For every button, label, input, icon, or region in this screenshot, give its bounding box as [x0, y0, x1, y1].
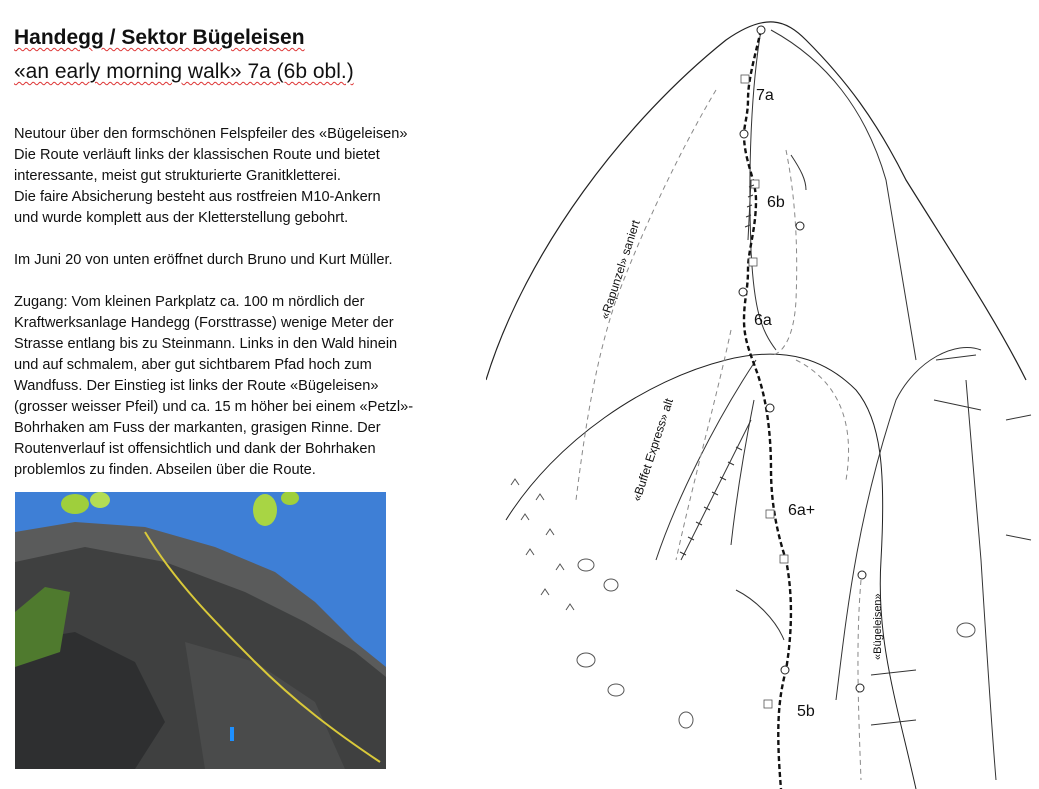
- topo-buttress-outline: [506, 354, 916, 789]
- route-photo-image: [15, 492, 386, 769]
- topo-right-edge: [966, 380, 996, 780]
- boulder: [578, 559, 594, 571]
- topo-grade-labels: [754, 87, 815, 720]
- bolt-marker: [766, 510, 774, 518]
- belay-station: [766, 404, 774, 412]
- route-topo-sketch: [486, 0, 1039, 789]
- topo-variant-line: [796, 360, 849, 480]
- grade-label: 5b: [797, 703, 815, 720]
- description-paragraph-first-ascent: Im Juni 20 von unten eröffnet durch Bruno und Kurt Müller.: [14, 252, 393, 268]
- belay-station: [757, 26, 765, 34]
- boulder: [604, 579, 618, 591]
- grade-label: 6a: [754, 312, 772, 329]
- description-paragraph-route: Neutour über den formschönen Felspfeiler des «Bügeleisen» Die Route verläuft links der klassischen Route und bietet interessante, meist gut strukturierte Granitkletterei. Die faire Absicherung besteht aus rostfreien M10-Ankern und wurde komplett aus der Kletterstellung gebohrt.: [14, 126, 408, 226]
- page-title: [14, 26, 305, 50]
- mid-hatch: [736, 590, 784, 640]
- description-paragraph-access: Zugang: Vom kleinen Parkplatz ca. 100 m nördlich der Kraftwerksanlage Handegg (Forsttrasse) wenige Meter der Strasse entlang bis zu Steinmann. Links in den Wald hinein und auf schmalem, aber gut sichtbarem Pfad hoch zum Wandfuss. Der Einstieg ist links der Route «Bügeleisen» (grosser weisser Pfeil) und ca. 15 m höher bei einem «Petzl»- Bohrhaken am Fuss der markanten, grasigen Rinne. Der Routenverlauf ist offensichtlich und dank der Bohrhaken problemlos zu finden. Abseilen über die Route.: [14, 294, 414, 478]
- topo-belay-stations: [739, 26, 866, 692]
- upper-hatch: [791, 155, 806, 190]
- belay-station: [739, 288, 747, 296]
- boulder: [957, 623, 975, 637]
- grade-label: 6b: [767, 194, 785, 211]
- topo-bolts: [741, 75, 788, 708]
- photo-quickdraw: [230, 727, 234, 741]
- ledge-lines: [871, 355, 1031, 725]
- route-label-rapunzel: «Rapunzel» saniert: [597, 218, 643, 321]
- grade-label: 6a+: [788, 502, 816, 519]
- route-subtitle: [14, 60, 354, 84]
- description: [14, 124, 469, 481]
- topo-buffet-line: [676, 330, 731, 560]
- route-name: «an early morning walk» 7a (6b obl.): [14, 60, 354, 83]
- belay-station: [740, 130, 748, 138]
- photo-leaf: [253, 494, 277, 526]
- bolt-marker: [780, 555, 788, 563]
- topo-buegeleisen-line: [858, 580, 861, 780]
- photo-leaf: [61, 494, 89, 514]
- photo-leaf: [90, 492, 110, 508]
- bolt-marker: [741, 75, 749, 83]
- title-location: Handegg / Sektor Bügeleisen: [14, 26, 305, 49]
- route-label-buegeleisen: «Bügeleisen»: [872, 593, 884, 660]
- topo-hatching: [680, 155, 1031, 725]
- boulder: [679, 712, 693, 728]
- boulder: [577, 653, 595, 667]
- bolt-marker: [751, 180, 759, 188]
- topo-rapunzel-line: [576, 90, 716, 500]
- route-photo: [15, 492, 386, 769]
- topo-rapunzel-upper-right: [771, 150, 797, 355]
- bolt-marker: [749, 258, 757, 266]
- topo-crack-line: [656, 360, 756, 560]
- belay-station: [858, 571, 866, 579]
- bolt-marker: [764, 700, 772, 708]
- boulder: [608, 684, 624, 696]
- belay-station: [796, 222, 804, 230]
- topo-pillar-left-edge: [750, 30, 776, 350]
- belay-station: [856, 684, 864, 692]
- topo-vegetation: [511, 479, 975, 728]
- grade-label: 7a: [756, 87, 774, 104]
- belay-station: [781, 666, 789, 674]
- route-label-buffet-express: «Buffet Express» alt: [629, 396, 676, 503]
